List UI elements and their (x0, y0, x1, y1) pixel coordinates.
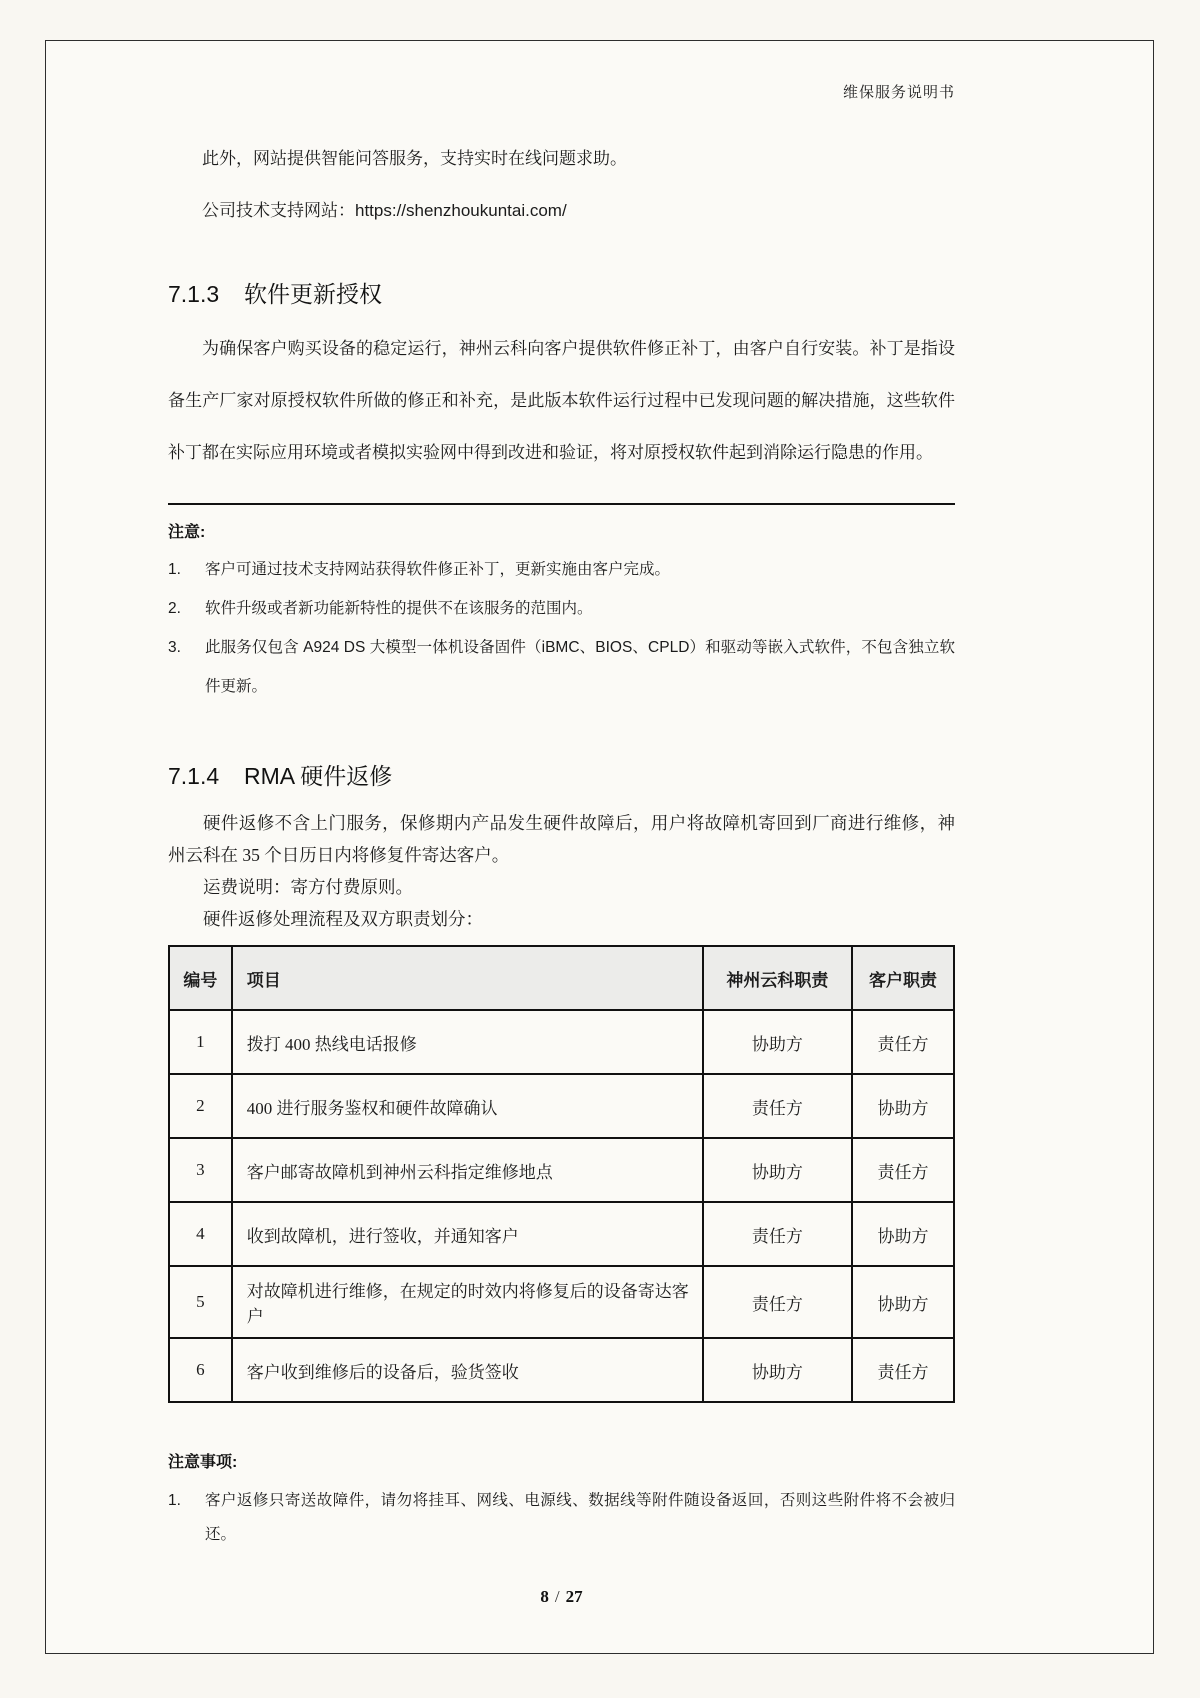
cell-item: 客户收到维修后的设备后，验货签收 (232, 1338, 703, 1402)
cell-vendor-duty: 责任方 (703, 1202, 852, 1266)
cell-vendor-duty: 协助方 (703, 1010, 852, 1074)
list-item-text: 客户可通过技术支持网站获得软件修正补丁，更新实施由客户完成。 (205, 561, 671, 578)
rma-paragraph-3: 硬件返修处理流程及双方职责划分： (203, 909, 483, 929)
column-header-item: 项目 (232, 946, 703, 1010)
cell-client-duty: 协助方 (852, 1074, 954, 1138)
cell-client-duty: 责任方 (852, 1010, 954, 1074)
list-item-text: 客户返修只寄送故障件，请勿将挂耳、网线、电源线、数据线等附件随设备返回，否则这些附件将不会被归还。 (205, 1492, 955, 1543)
cell-item: 对故障机进行维修，在规定的时效内将修复后的设备寄达客户 (232, 1266, 703, 1338)
list-item-number: 1. (168, 561, 181, 578)
list-item-text: 软件升级或者新功能新特性的提供不在该服务的范围内。 (205, 600, 593, 617)
page-number-separator: / (554, 1587, 560, 1606)
list-item (168, 550, 955, 589)
note-label: 注意: (168, 524, 206, 541)
cell-id: 4 (169, 1202, 232, 1266)
table-row (169, 1202, 954, 1266)
total-pages: 27 (565, 1587, 583, 1606)
section-heading-714 (168, 758, 955, 791)
section-title: 软件更新授权 (244, 281, 382, 307)
section-714-body (168, 807, 955, 935)
cell-vendor-duty: 责任方 (703, 1266, 852, 1338)
notice-label: 注意事项: (168, 1454, 238, 1471)
cell-id: 6 (169, 1338, 232, 1402)
section-heading-713 (168, 276, 955, 309)
cell-item: 收到故障机，进行签收，并通知客户 (232, 1202, 703, 1266)
note-divider (168, 503, 955, 505)
page-content (46, 41, 1153, 1653)
section-title: RMA 硬件返修 (244, 763, 393, 789)
page-footer (168, 1587, 955, 1607)
section-number: 7.1.3 (168, 281, 220, 307)
table-row (169, 1338, 954, 1402)
table-row (169, 1266, 954, 1338)
cell-item: 400 进行服务鉴权和硬件故障确认 (232, 1074, 703, 1138)
table-row (169, 1138, 954, 1202)
cell-client-duty: 协助方 (852, 1266, 954, 1338)
cell-id: 5 (169, 1266, 232, 1338)
list-item-number: 1. (168, 1492, 181, 1509)
list-item-number: 2. (168, 600, 181, 617)
cell-id: 3 (169, 1138, 232, 1202)
document-page (45, 40, 1154, 1654)
note-list (168, 550, 955, 706)
column-header-vendor-duty: 神州云科职责 (703, 946, 852, 1010)
cell-item: 拨打 400 热线电话报修 (232, 1010, 703, 1074)
intro-paragraph-2: 公司技术支持网站：https://shenzhoukuntai.com/ (202, 201, 567, 220)
rma-paragraph-1: 硬件返修不含上门服务，保修期内产品发生硬件故障后，用户将故障机寄回到厂商进行维修，神州云科在 35 个日历日内将修复件寄达客户。 (168, 813, 955, 865)
rma-process-table (168, 945, 955, 1403)
cell-client-duty: 责任方 (852, 1338, 954, 1402)
page-number: 8 (540, 1587, 549, 1606)
cell-id: 1 (169, 1010, 232, 1074)
intro-paragraph-1: 此外，网站提供智能问答服务，支持实时在线问题求助。 (202, 149, 627, 168)
cell-client-duty: 协助方 (852, 1202, 954, 1266)
table-row (169, 1010, 954, 1074)
rma-paragraph-2: 运费说明：寄方付费原则。 (203, 877, 413, 897)
cell-vendor-duty: 协助方 (703, 1338, 852, 1402)
list-item (168, 589, 955, 628)
page-header-title: 维保服务说明书 (842, 85, 955, 101)
list-item (168, 1484, 955, 1552)
column-header-client-duty: 客户职责 (852, 946, 954, 1010)
list-item (168, 628, 955, 706)
list-item-text: 此服务仅包含 A924 DS 大模型一体机设备固件（iBMC、BIOS、CPLD）和驱动等嵌入式软件，不包含独立软件更新。 (205, 639, 955, 695)
column-header-id: 编号 (169, 946, 232, 1010)
section-number: 7.1.4 (168, 763, 220, 789)
notice-list (168, 1484, 955, 1552)
cell-vendor-duty: 协助方 (703, 1138, 852, 1202)
cell-client-duty: 责任方 (852, 1138, 954, 1202)
section-713-body: 为确保客户购买设备的稳定运行，神州云科向客户提供软件修正补丁，由客户自行安装。补丁是指设备生产厂家对原授权软件所做的修正和补充，是此版本软件运行过程中已发现问题的解决措施，这些软件补丁都在实际应用环境或者模拟实验网中得到改进和验证，将对原授权软件起到消除运行隐患的作用。 (168, 339, 955, 462)
table-row (169, 1074, 954, 1138)
cell-vendor-duty: 责任方 (703, 1074, 852, 1138)
cell-item: 客户邮寄故障机到神州云科指定维修地点 (232, 1138, 703, 1202)
cell-id: 2 (169, 1074, 232, 1138)
table-header-row (169, 946, 954, 1010)
list-item-number: 3. (168, 639, 181, 656)
